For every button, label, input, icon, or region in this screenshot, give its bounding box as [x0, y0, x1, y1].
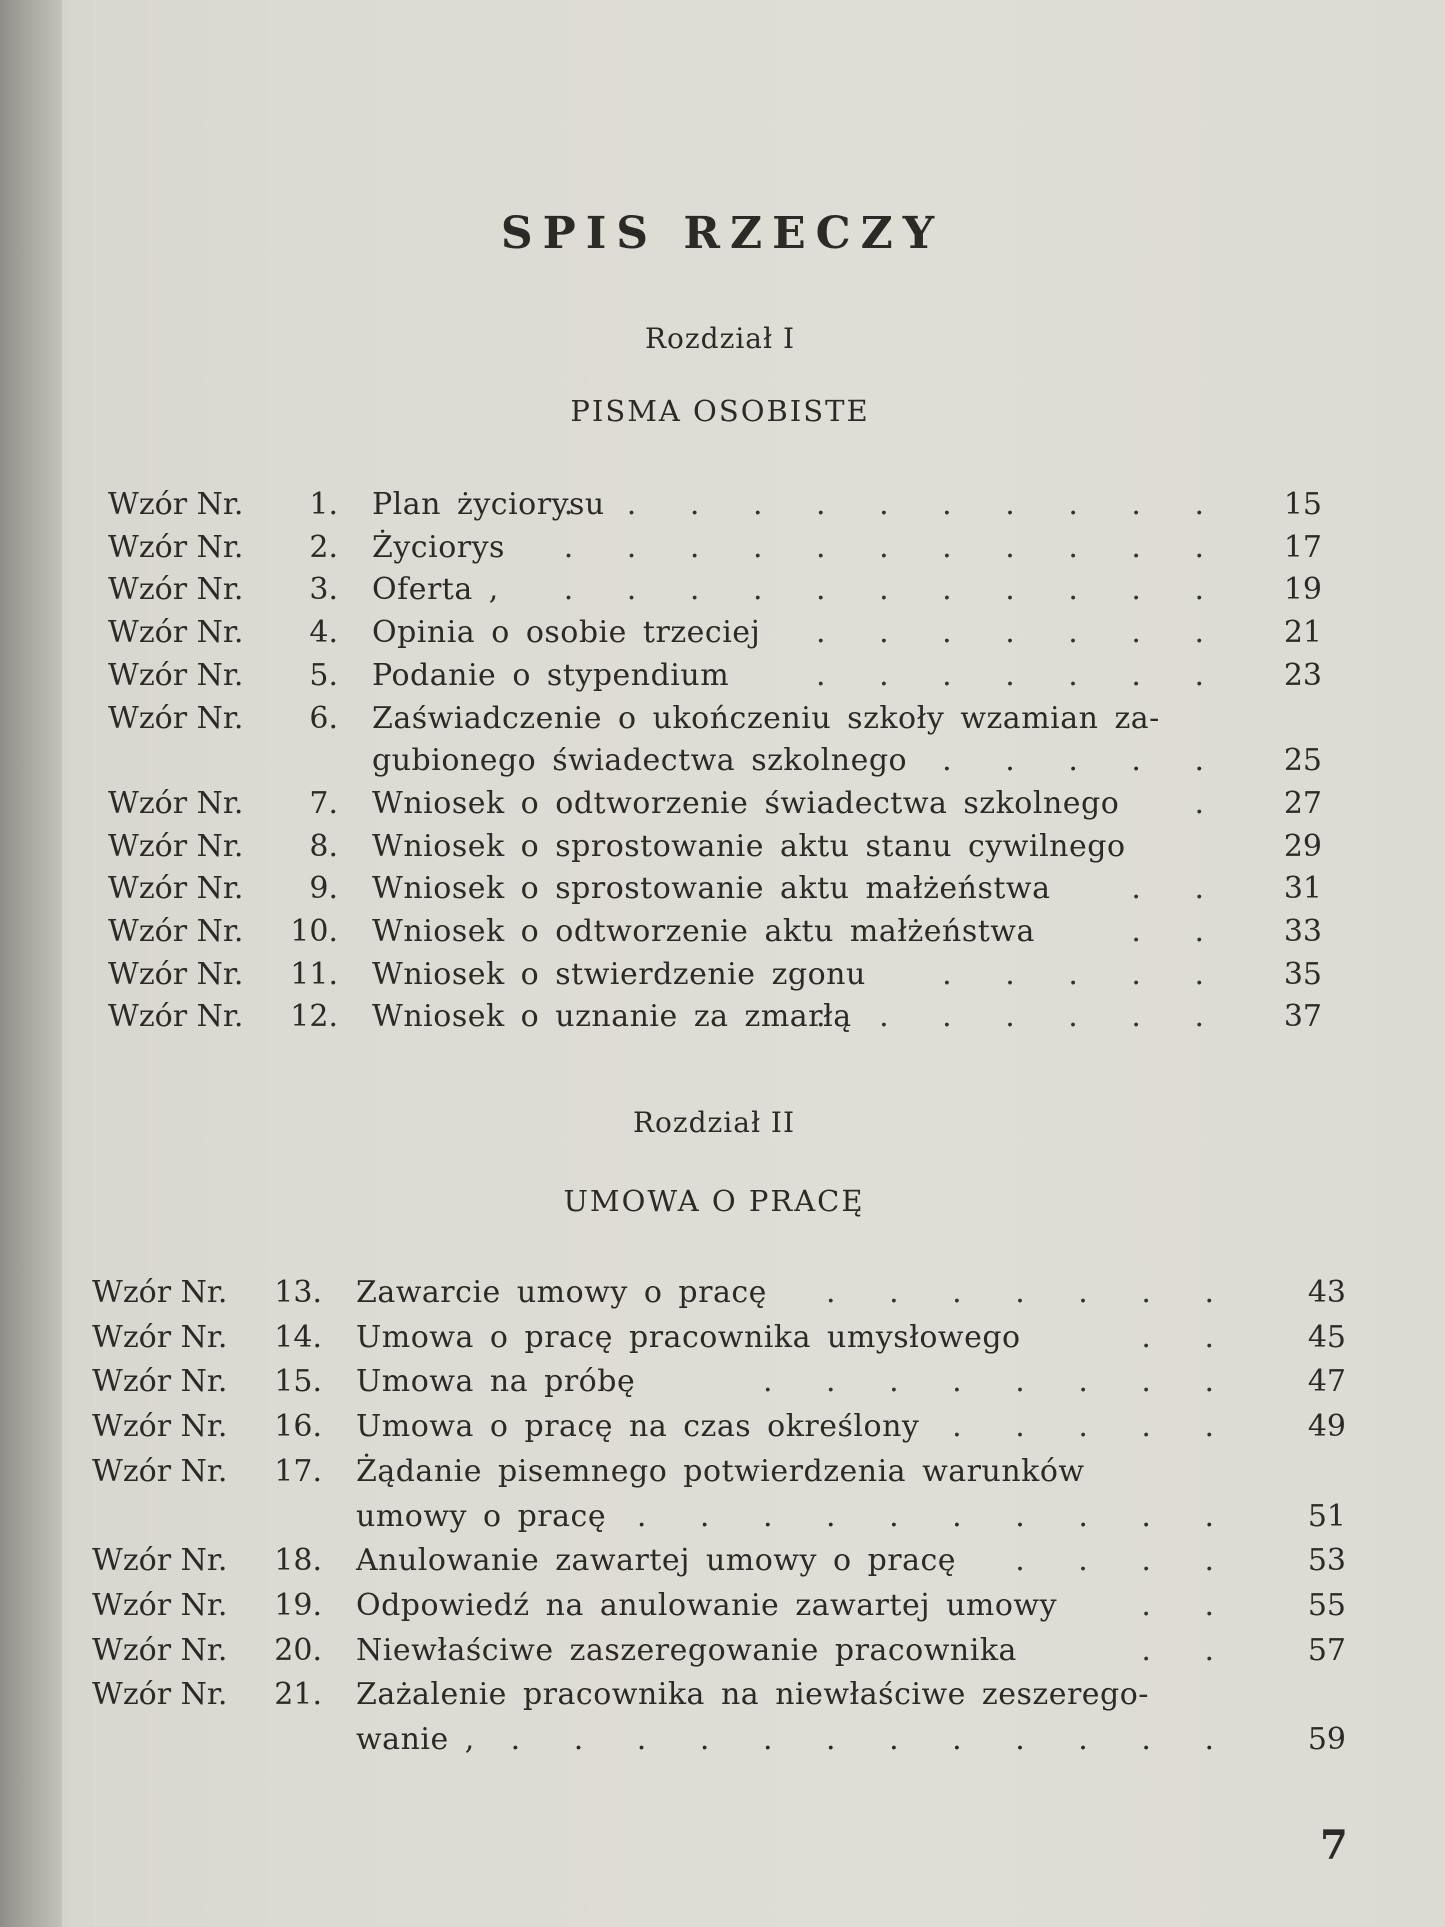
entry-number: 17. [274, 1453, 322, 1489]
entry-page-number: 25 [1283, 743, 1322, 779]
dot-leader: . . . . . . . . . . [636, 1498, 1236, 1534]
entry-title: Odpowiedź na anulowanie zawartej umowy [356, 1587, 1058, 1623]
entry-label: Wzór Nr. [92, 1409, 228, 1445]
toc-entry [108, 868, 1322, 910]
entry-label: Wzór Nr. [92, 1632, 228, 1668]
entry-title: Umowa na próbę [356, 1364, 636, 1400]
book-spine-shadow [0, 0, 62, 1927]
entry-title: Anulowanie zawartej umowy o pracę [356, 1543, 957, 1579]
entry-number: 3. [309, 572, 338, 608]
dot-leader: . . . . . . . . [762, 1364, 1236, 1400]
entry-title: Oferta , [372, 572, 499, 608]
entry-title: Wniosek o odtworzenie świadectwa szkolnego [372, 785, 1120, 821]
entry-label: Wzór Nr. [92, 1543, 228, 1579]
toc-entry [92, 1540, 1346, 1582]
entry-title: Plan życiorysu [372, 487, 605, 522]
entry-title: Niewłaściwe zaszeregowanie pracownika [356, 1632, 1017, 1668]
entry-label: Wzór Nr. [108, 914, 244, 949]
entry-title: Wniosek o sprostowanie aktu małżeństwa [372, 871, 1051, 907]
entry-title: Umowa o pracę pracownika umysłowego [356, 1319, 1021, 1355]
entry-number: 18. [274, 1543, 322, 1579]
entry-label: Wzór Nr. [108, 529, 244, 565]
chapter-label: Rozdział II [632, 1106, 796, 1139]
dot-leader: . . [1141, 1632, 1236, 1668]
dot-leader: . . . . [1015, 1543, 1236, 1579]
toc-entry [108, 484, 1322, 526]
entry-title-continued: umowy o pracę [356, 1498, 607, 1534]
entry-page-number: 19 [1283, 572, 1322, 608]
dot-leader: . . . . . [952, 1409, 1236, 1445]
entry-page-number: 23 [1283, 657, 1322, 693]
entry-page-number: 51 [1307, 1498, 1346, 1534]
entry-title: Zawarcie umowy o pracę [356, 1275, 767, 1310]
entry-number: 13. [274, 1275, 322, 1310]
entry-label: Wzór Nr. [108, 657, 244, 693]
dot-leader: . . . . . [942, 743, 1226, 779]
entry-page-number: 45 [1307, 1319, 1346, 1355]
dot-leader: . . [1131, 871, 1226, 907]
entry-title: Żądanie pisemnego potwierdzenia warunków [356, 1453, 1085, 1489]
entry-label: Wzór Nr. [108, 700, 244, 736]
dot-leader: . . . . . . . [826, 1275, 1236, 1310]
toc-entry [92, 1406, 1346, 1448]
entry-number: 4. [309, 615, 338, 651]
toc-entry-continuation [356, 1496, 1346, 1538]
entry-label: Wzór Nr. [108, 956, 244, 992]
toc-entry-continuation [356, 1719, 1346, 1761]
entry-title: Wniosek o odtworzenie aktu małżeństwa [372, 914, 1035, 949]
entry-label: Wzór Nr. [92, 1364, 228, 1400]
entry-label: Wzór Nr. [92, 1319, 228, 1355]
entry-number: 16. [274, 1409, 322, 1445]
entry-title: Opinia o osobie trzeciej [372, 615, 761, 651]
dot-leader: . . . . . [942, 956, 1226, 992]
dot-leader: . . . . . . . . . . . [563, 572, 1226, 608]
dot-leader: . [1194, 785, 1226, 821]
chapter-label: Rozdział I [644, 322, 796, 355]
entry-number: 11. [290, 956, 338, 992]
toc-entry [92, 1630, 1346, 1672]
entry-label: Wzór Nr. [108, 615, 244, 651]
toc-entry [108, 655, 1322, 697]
entry-label: Wzór Nr. [108, 871, 244, 907]
entry-number: 12. [290, 999, 338, 1035]
entry-number: 6. [309, 700, 338, 736]
toc-entry [92, 1674, 1346, 1716]
entry-title: Zaświadczenie o ukończeniu szkoły wzamian za- [372, 700, 1160, 736]
entry-page-number: 43 [1307, 1275, 1346, 1310]
entry-page-number: 15 [1283, 487, 1322, 522]
entry-page-number: 33 [1283, 914, 1322, 949]
entry-number: 14. [274, 1319, 322, 1355]
toc-entry [108, 527, 1322, 569]
entry-label: Wzór Nr. [92, 1677, 228, 1713]
toc-entry [92, 1585, 1346, 1627]
entry-title-continued: gubionego świadectwa szkolnego [372, 743, 908, 779]
entry-number: 5. [309, 657, 338, 693]
toc-entry [108, 783, 1322, 825]
entry-page-number: 55 [1307, 1587, 1346, 1623]
entry-number: 8. [309, 828, 338, 864]
dot-leader: . . . . . . . . . . . [563, 529, 1226, 565]
entry-label: Wzór Nr. [108, 487, 244, 522]
entry-page-number: 21 [1283, 615, 1322, 651]
entry-label: Wzór Nr. [108, 999, 244, 1035]
entry-title: Życiorys [372, 529, 505, 565]
entry-label: Wzór Nr. [108, 572, 244, 608]
toc-entry [108, 569, 1322, 611]
toc-entry [92, 1451, 1346, 1493]
entry-number: 1. [309, 487, 338, 522]
entry-number: 2. [309, 529, 338, 565]
toc-entry [92, 1317, 1346, 1359]
entry-label: Wzór Nr. [108, 828, 244, 864]
entry-title: Wniosek o sprostowanie aktu stanu cywilnego [372, 828, 1126, 864]
entry-number: 15. [274, 1364, 322, 1400]
dot-leader: . . . . . . . [816, 615, 1226, 651]
entry-page-number: 17 [1283, 529, 1322, 565]
entry-label: Wzór Nr. [92, 1275, 228, 1310]
dot-leader: . . . . . . . . . . . . [510, 1722, 1236, 1757]
entry-title: Podanie o stypendium [372, 657, 730, 693]
dot-leader: . . [1141, 1319, 1236, 1355]
section-title: UMOWA O PRACĘ [563, 1184, 865, 1218]
entry-number: 7. [309, 785, 338, 821]
dot-leader: . . . . . . . [816, 999, 1226, 1035]
entry-number: 9. [309, 871, 338, 907]
entry-number: 19. [274, 1587, 322, 1623]
entry-page-number: 27 [1283, 785, 1322, 821]
dot-leader: . . [1141, 1587, 1236, 1623]
toc-entry [108, 996, 1322, 1038]
toc-entry [108, 911, 1322, 953]
toc-entry [92, 1272, 1346, 1314]
dot-leader: . . . . . . . [816, 657, 1226, 693]
toc-entry [108, 612, 1322, 654]
entry-page-number: 57 [1307, 1632, 1346, 1668]
page-title: SPIS RZECZY [500, 208, 945, 259]
entry-label: Wzór Nr. [92, 1587, 228, 1623]
toc-entry [108, 698, 1322, 740]
entry-page-number: 49 [1307, 1409, 1346, 1445]
entry-title: Wniosek o uznanie za zmarłą [372, 999, 852, 1035]
toc-entry-continuation [372, 740, 1322, 782]
entry-page-number: 59 [1307, 1722, 1346, 1757]
dot-leader: . . [1131, 914, 1226, 949]
toc-entry [92, 1361, 1346, 1403]
section-title: PISMA OSOBISTE [570, 394, 870, 428]
entry-page-number: 35 [1283, 956, 1322, 992]
entry-page-number: 31 [1283, 871, 1322, 907]
entry-label: Wzór Nr. [108, 785, 244, 821]
entry-page-number: 37 [1283, 999, 1322, 1035]
entry-number: 21. [274, 1677, 322, 1713]
entry-label: Wzór Nr. [92, 1453, 228, 1489]
entry-title: Zażalenie pracownika na niewłaściwe zeszerego- [356, 1677, 1149, 1713]
entry-page-number: 53 [1307, 1543, 1346, 1579]
entry-page-number: 47 [1307, 1364, 1346, 1400]
entry-title: Wniosek o stwierdzenie zgonu [372, 956, 866, 992]
entry-number: 10. [290, 914, 338, 949]
page-number: 7 [1320, 1822, 1348, 1869]
entry-title-continued: wanie , [356, 1722, 475, 1757]
toc-entry [108, 954, 1322, 996]
entry-page-number: 29 [1283, 828, 1322, 864]
dot-leader: . . . . . . . . . . . [563, 487, 1226, 522]
entry-number: 20. [274, 1632, 322, 1668]
toc-entry [108, 826, 1322, 868]
entry-title: Umowa o pracę na czas określony [356, 1409, 920, 1445]
